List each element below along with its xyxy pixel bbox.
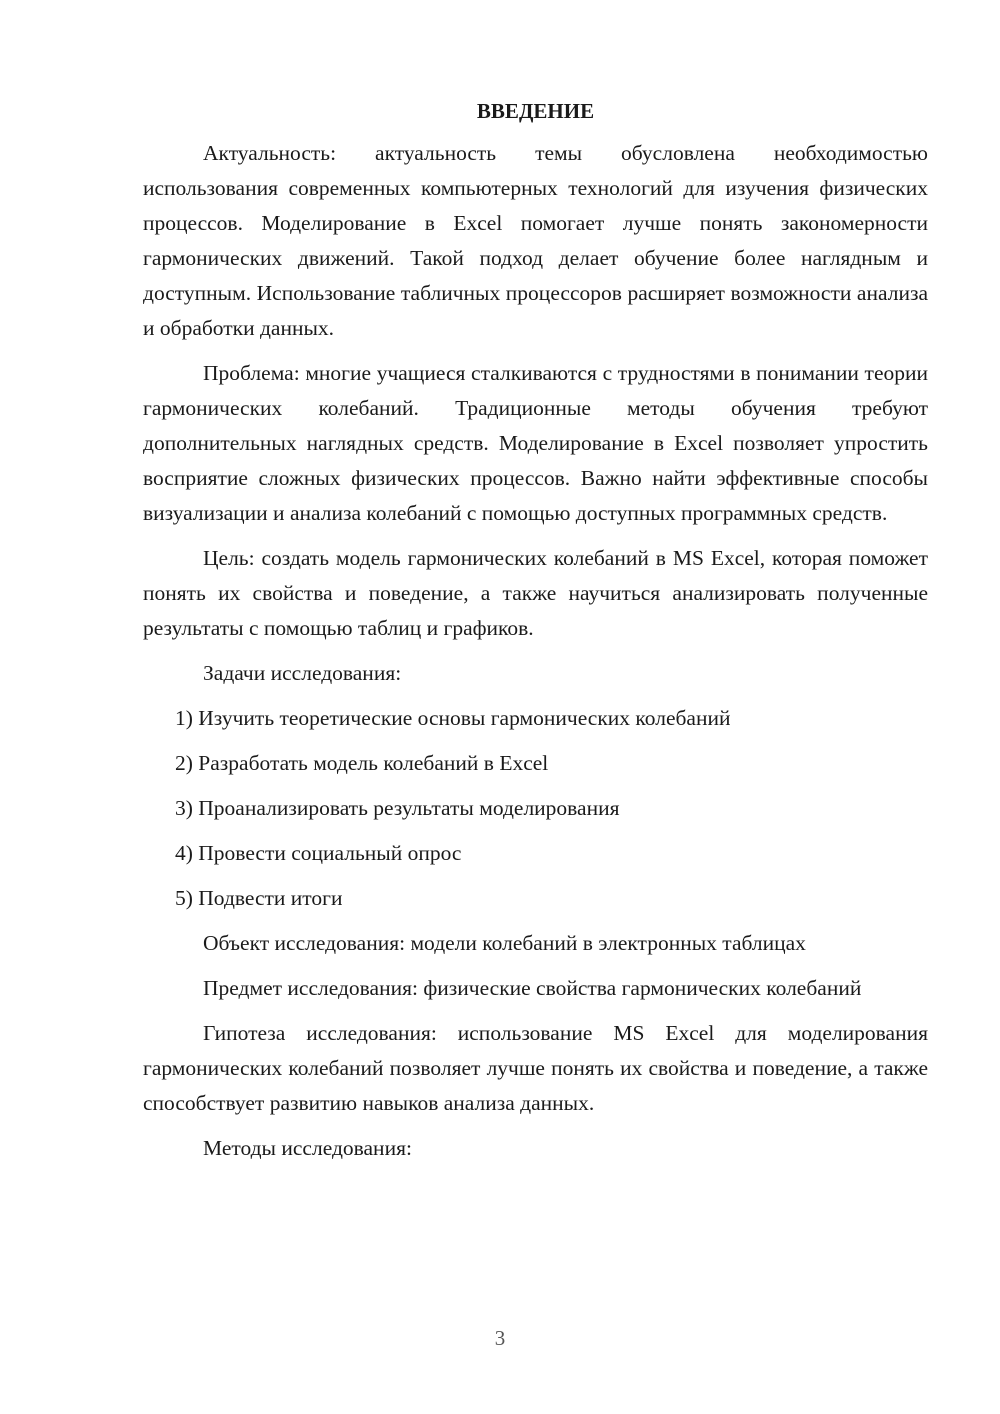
paragraph-goal: Цель: создать модель гармонических колебаний в MS Excel, которая поможет понять их свойства и поведение, а также научиться анализировать полученные результаты с помощью таблиц и графиков. xyxy=(143,546,928,640)
methods-heading: Методы исследования: xyxy=(203,1136,412,1160)
paragraph-hypothesis: Гипотеза исследования: использование MS Excel для моделирования гармонических колебаний позволяет лучше понять их свойства и поведение, а также способствует развитию навыков анализа данных. xyxy=(143,1021,928,1115)
paragraph-subject: Предмет исследования: физические свойства гармонических колебаний xyxy=(203,976,862,1000)
paragraph-object: Объект исследования: модели колебаний в электронных таблицах xyxy=(203,931,806,955)
document-page xyxy=(143,96,928,1176)
paragraph-relevance: Актуальность: актуальность темы обусловлена необходимостью использования современных компьютерных технологий для изучения физических процессов. Моделирование в Excel помогает лучше понять закономерности гармонических движений. Такой подход делает обучение более наглядным и доступным. Использование табличных процессоров расширяет возможности анализа и обработки данных. xyxy=(143,141,928,340)
list-item: 1) Изучить теоретические основы гармонических колебаний xyxy=(175,706,731,730)
list-item: 4) Провести социальный опрос xyxy=(175,841,462,865)
list-item: 2) Разработать модель колебаний в Excel xyxy=(175,751,549,775)
page-number: 3 xyxy=(494,1326,506,1350)
list-item: 5) Подвести итоги xyxy=(175,886,343,910)
tasks-list xyxy=(143,701,928,916)
tasks-heading: Задачи исследования: xyxy=(203,661,402,685)
list-item: 3) Проанализировать результаты моделирования xyxy=(175,796,620,820)
paragraph-problem: Проблема: многие учащиеся сталкиваются с трудностями в понимании теории гармонических колебаний. Традиционные методы обучения требуют дополнительных наглядных средств. Моделирование в Excel позволяет упростить восприятие сложных физических процессов. Важно найти эффективные способы визуализации и анализа колебаний с помощью доступных программных средств. xyxy=(143,361,928,525)
section-title: ВВЕДЕНИЕ xyxy=(476,99,595,123)
